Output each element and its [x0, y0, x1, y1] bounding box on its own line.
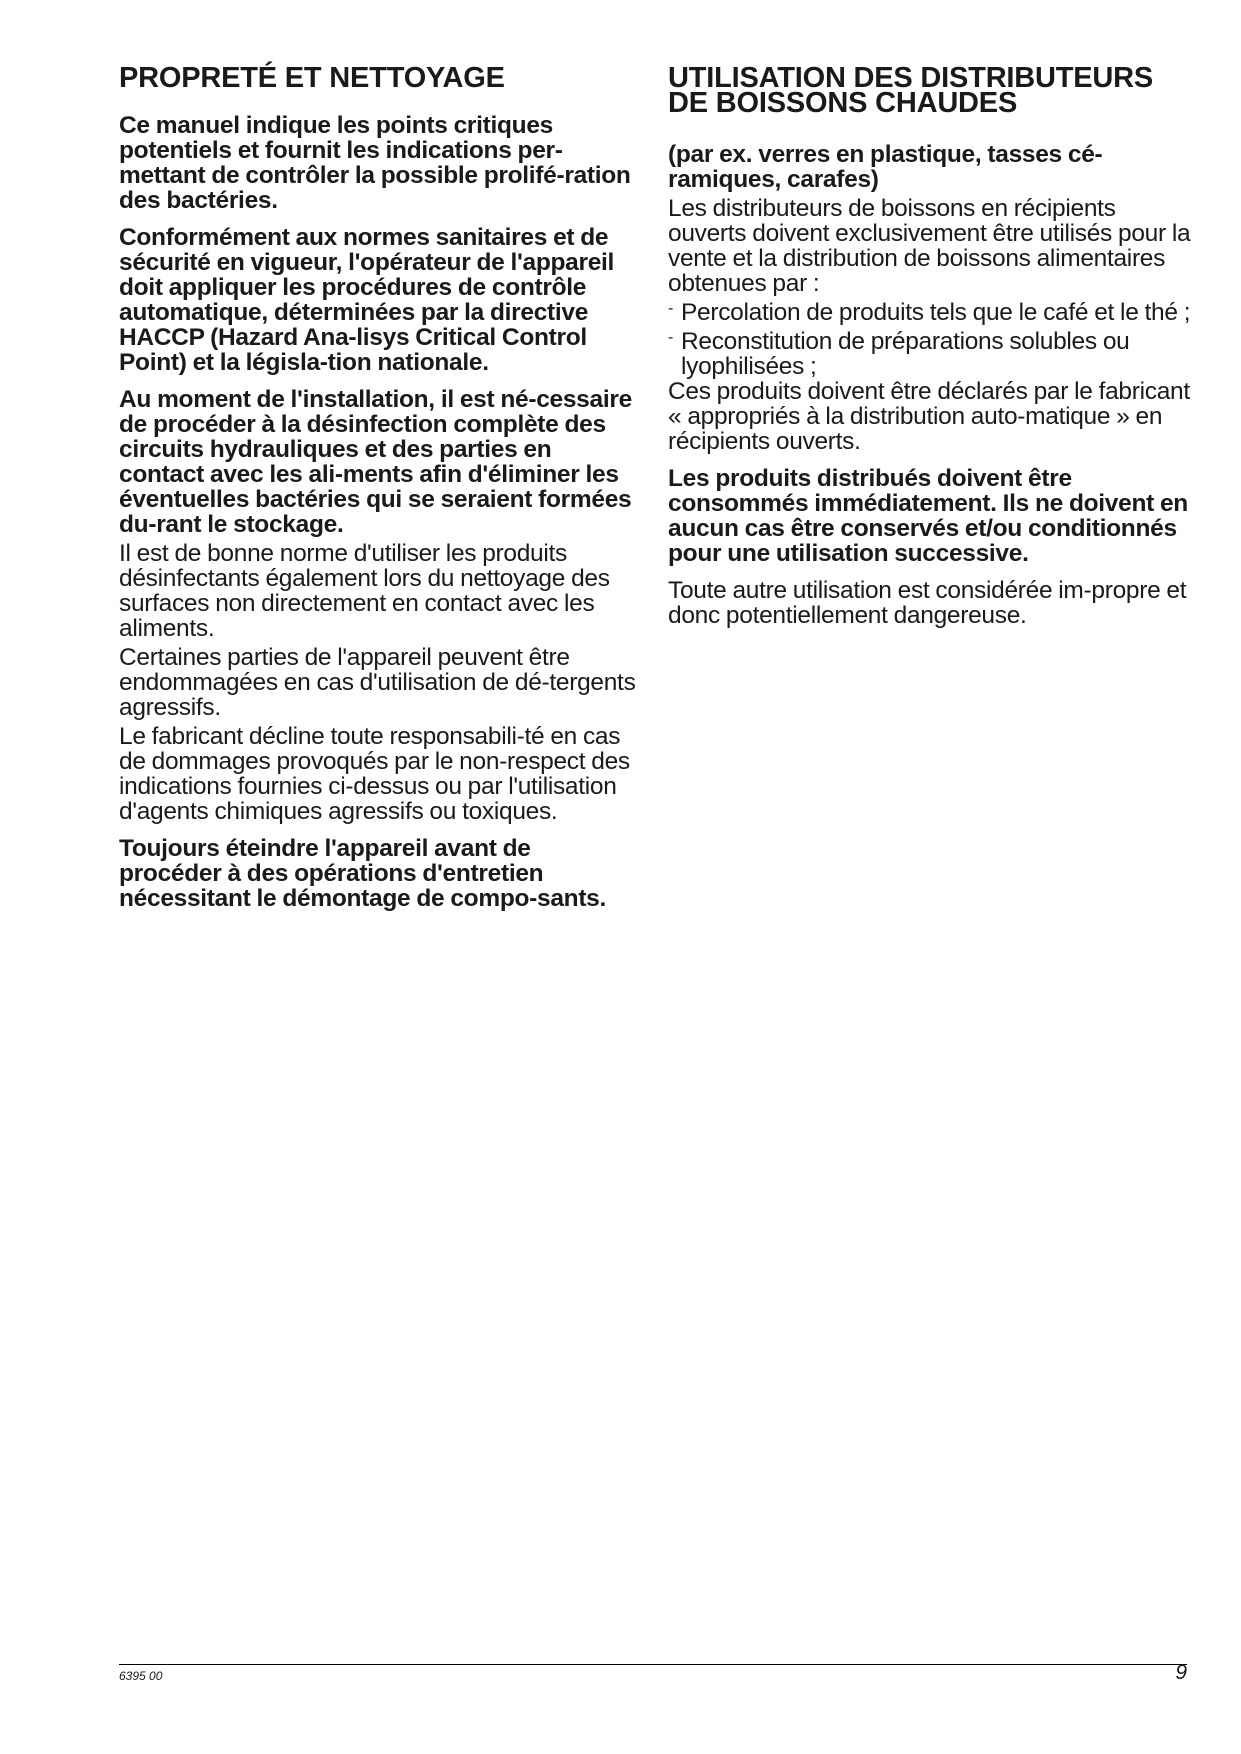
document-code: 6395 00 — [119, 1669, 163, 1683]
paragraph-haccp: Conformément aux normes sanitaires et de sécurité en vigueur, l'opérateur de l'appareil doit appliquer les procédures de contrôle automatique, déterminées par la directive HACCP (Hazard Ana-lisys Critical Control Point) et la législa-tion nationale. — [119, 224, 615, 376]
paragraph-switch-off: Toujours éteindre l'appareil avant de procéder à des opérations d'entretien nécessitant le démontage de compo-sants. — [119, 835, 607, 912]
paragraph-manual-intro: Ce manuel indique les points critiques potentiels et fournit les indications per-mettant de contrôler la possible prolifé-ration des bactéries. — [119, 112, 631, 214]
paragraph-declared-products: Ces produits doivent être déclarés par le fabricant « appropriés à la distribution auto-matique » en récipients ouverts. — [668, 378, 1190, 455]
right-column — [668, 62, 1198, 629]
page-number: 9 — [1175, 1661, 1187, 1684]
list-item-text: Percolation de produits tels que le café et le thé ; — [681, 299, 1191, 326]
list-item-percolation — [668, 300, 1198, 325]
list-item-text: Reconstitution de préparations solubles ou lyophilisées ; — [681, 328, 1130, 380]
paragraph-liability: Le fabricant décline toute responsabili-té en cas de dommages provoqués par le non-respect des indications fournies ci-dessus ou par l'utilisation d'agents chimiques agressifs ou toxiques. — [119, 723, 630, 825]
subtitle-examples: (par ex. verres en plastique, tasses cé-ramiques, carafes) — [668, 141, 1103, 193]
paragraph-distributors: Les distributeurs de boissons en récipients ouverts doivent exclusivement être utilisés pour la vente et la distribution de boissons alimentaires obtenues par : — [668, 195, 1191, 297]
section-title-utilisation: UTILISATION DES DISTRIBUTEURS DE BOISSONS CHAUDES — [668, 62, 1154, 119]
list-item-reconstitution — [668, 329, 1198, 379]
paragraph-consume-immediately: Les produits distribués doivent être consommés immédiatement. Ils ne doivent en aucun cas être conservés et/ou conditionnés pour une utilisation successive. — [668, 465, 1188, 567]
paragraph-disinfectants: Il est de bonne norme d'utiliser les produits désinfectants également lors du nettoyage des surfaces non directement en contact avec les aliments. — [119, 540, 610, 642]
bullet-dash: - — [668, 329, 674, 346]
paragraph-installation: Au moment de l'installation, il est né-cessaire de procéder à la désinfection complète des circuits hydrauliques et des parties en contact avec les ali-ments afin d'éliminer les éventuelles bactéries qui se seraient formées du-rant le stockage. — [119, 386, 632, 538]
left-column — [119, 62, 639, 912]
section-title-proprete: PROPRETÉ ET NETTOYAGE — [119, 62, 505, 94]
paragraph-detergents: Certaines parties de l'appareil peuvent être endommagées en cas d'utilisation de dé-tergents agressifs. — [119, 644, 636, 721]
bullet-dash: - — [668, 300, 674, 317]
footer-divider — [119, 1664, 1187, 1665]
paragraph-other-use: Toute autre utilisation est considérée im-propre et donc potentiellement dangereuse. — [668, 577, 1187, 629]
